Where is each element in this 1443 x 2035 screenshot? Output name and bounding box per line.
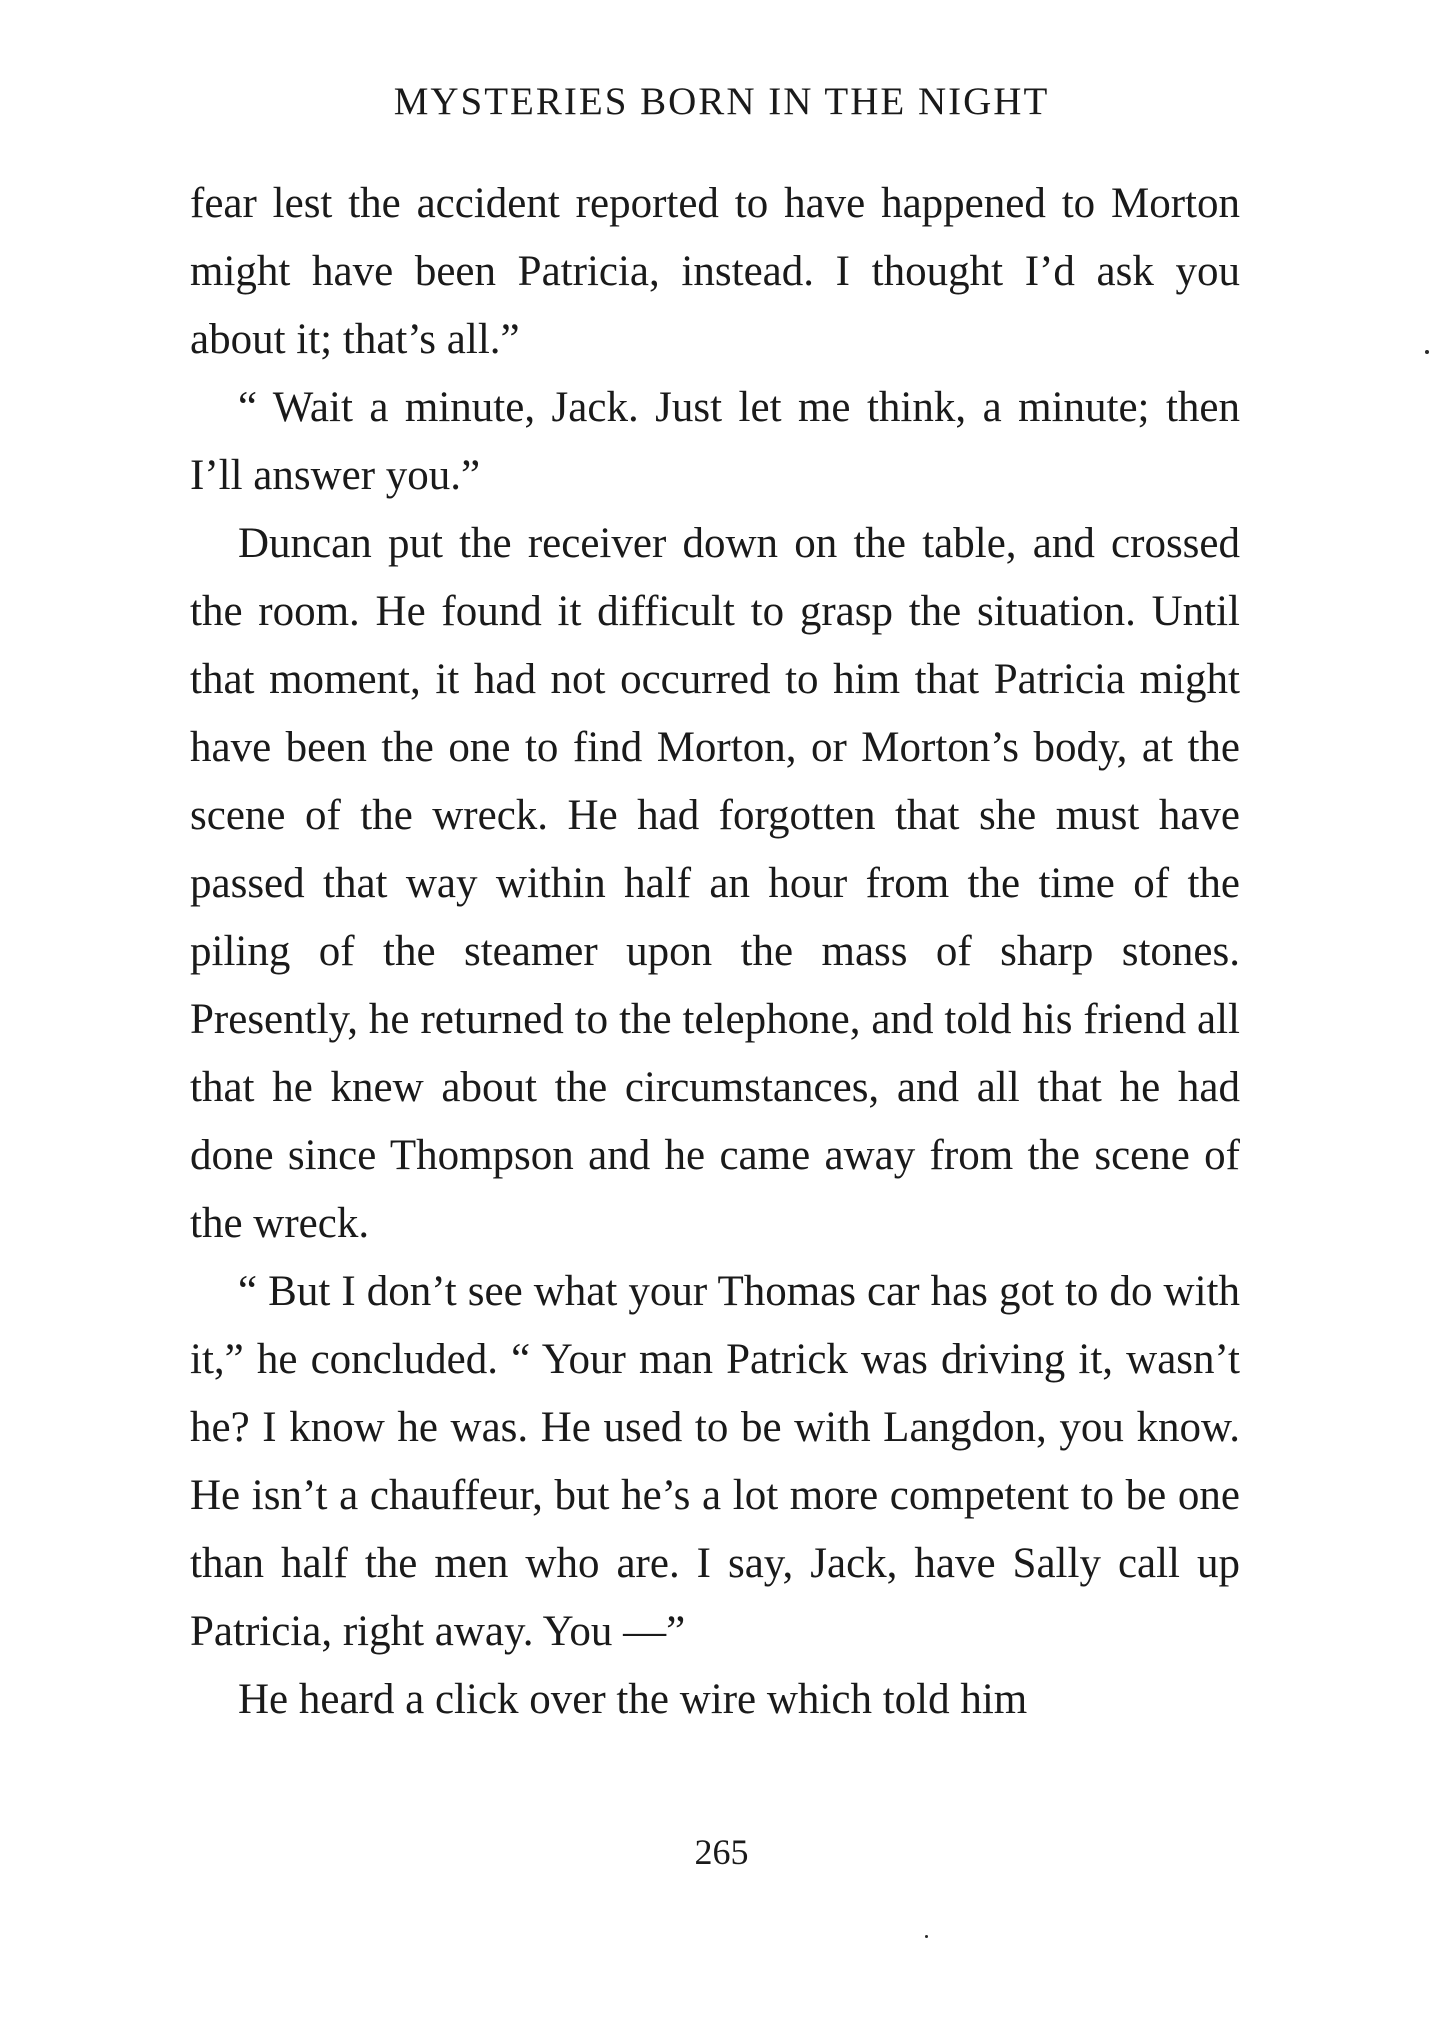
- paragraph-3: Duncan put the receiver down on the table, and crossed the room. He found it difficult to grasp the situation. Until that moment, it had not occurred to him that Patricia might have been the one to find Morton, or Morton’s body, at the scene of the wreck. He had forgotten that she must have passed that way within half an hour from the time of the piling of the steamer upon the mass of sharp stones. Presently, he returned to the telephone, and told his friend all that he knew about the circumstances, and all that he had done since Thompson and he came away from the scene of the wreck.: [190, 520, 1240, 1247]
- running-head: MYSTERIES BORN IN THE NIGHT: [393, 80, 1050, 123]
- page-number: 265: [694, 1832, 749, 1872]
- paragraph-5: He heard a click over the wire which told him: [238, 1676, 1028, 1723]
- paragraph-2: “ Wait a minute, Jack. Just let me think, a minute; then I’ll answer you.”: [190, 384, 1240, 499]
- paragraph-4: “ But I don’t see what your Thomas car has got to do with it,” he concluded. “ Your man Patrick was driving it, wasn’t he? I know he was. He used to be with Langdon, you know. He isn’t a chauffeur, but he’s a lot more competent to be one than half the men who are. I say, Jack, have Sally call up Patricia, right away. You —”: [190, 1268, 1240, 1655]
- paragraph-1: fear lest the accident reported to have happened to Morton might have been Patricia, instead. I thought I’d ask you about it; that’s all.”: [190, 180, 1240, 363]
- ink-speck: [925, 1935, 928, 1938]
- ink-speck: [1425, 350, 1429, 354]
- body-text: [190, 170, 1240, 1734]
